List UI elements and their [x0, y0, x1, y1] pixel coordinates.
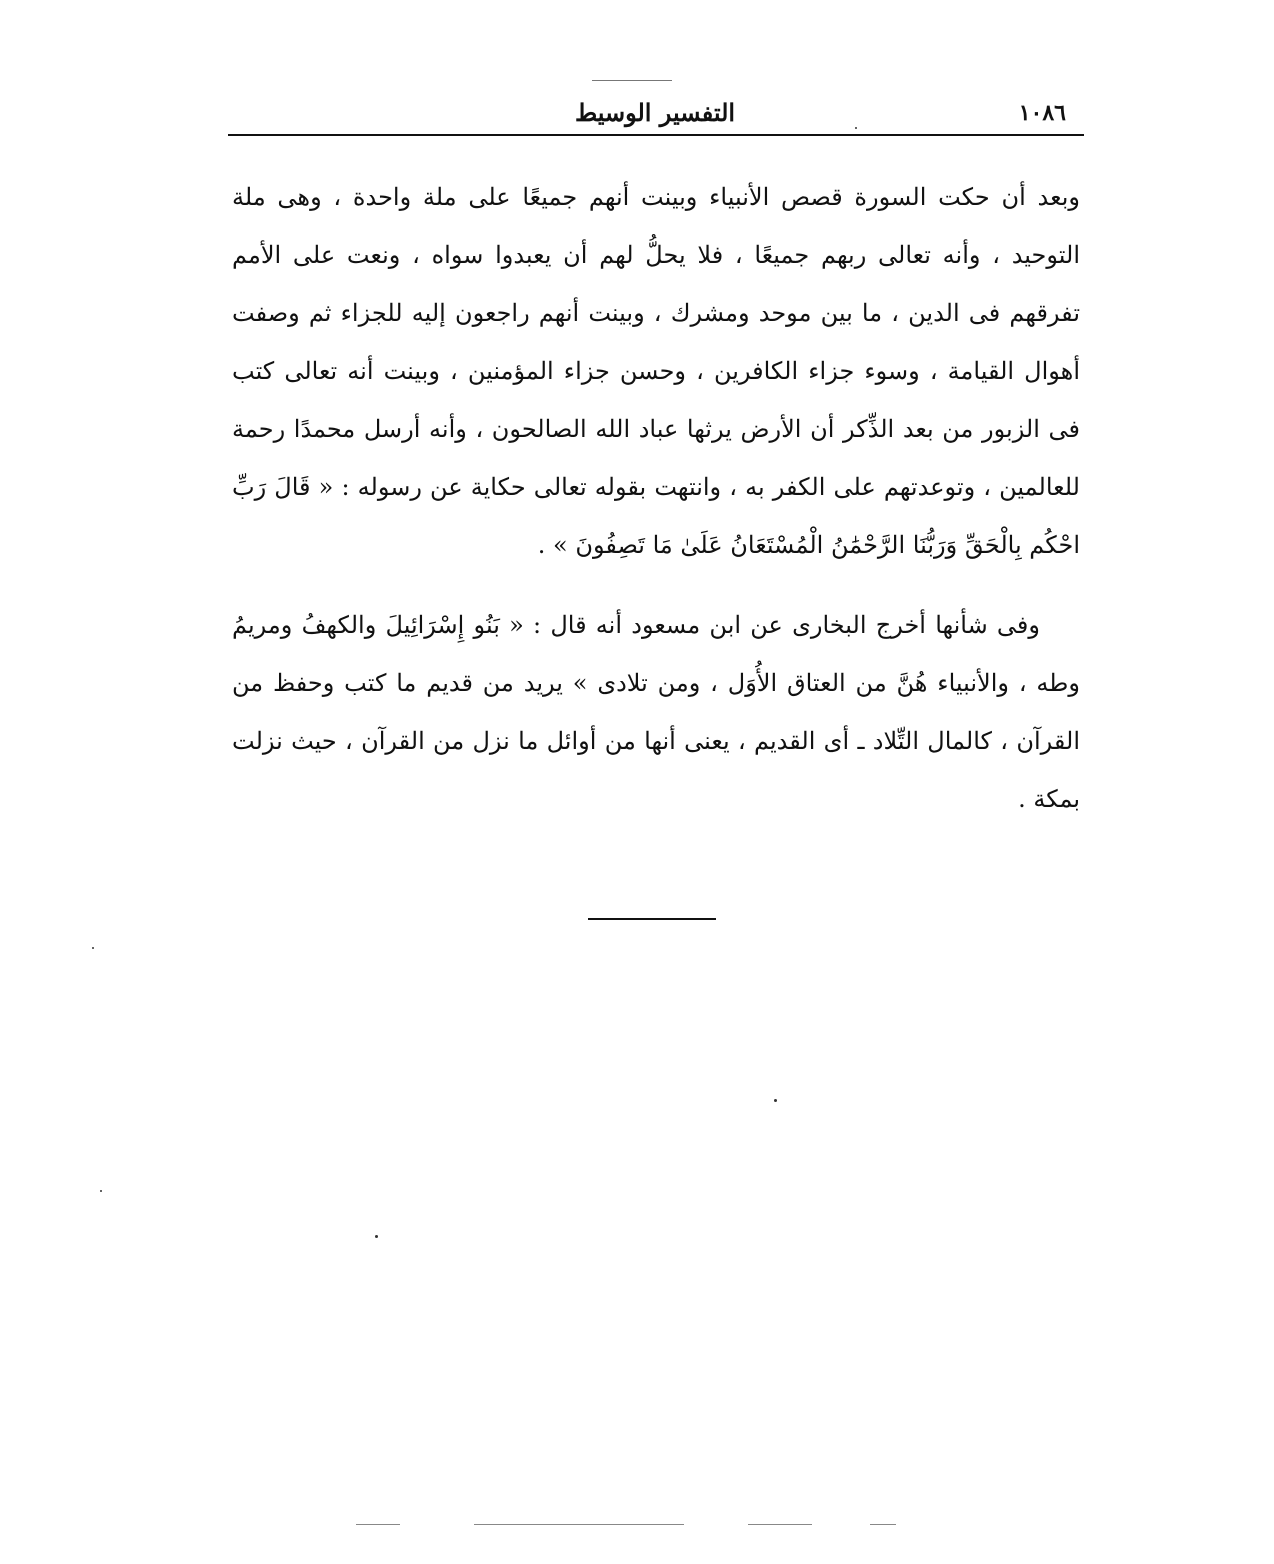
paragraph-2: [232, 596, 1080, 828]
scan-speck: [774, 1099, 777, 1102]
top-margin-mark: [592, 80, 672, 81]
paragraph-2-hadith-quote: « بَنُو إِسْرَائِيلَ والكهفُ ومريمُ وطه ، والأنبياء هُنَّ من العتاق الأُوَل ، ومن تلادى »: [232, 611, 1080, 697]
paragraph-2-text-after: يريد من قديم ما كتب وحفظ من القرآن ، كالمال التِّلاد ـ أى القديم ، يعنى أنها من أوائل ما نزل من القرآن ، حيث نزلت بمكة .: [232, 669, 1080, 813]
page-body: [232, 168, 1080, 828]
page-number: ١٠٨٦: [1018, 100, 1066, 126]
scan-speck: [855, 127, 857, 129]
header-rule: [228, 134, 1084, 136]
running-title: التفسير الوسيط: [574, 98, 736, 127]
scan-speck: [375, 1235, 378, 1238]
bottom-margin-mark: [870, 1524, 896, 1525]
scan-speck: [100, 1190, 102, 1192]
page-header: [228, 96, 1082, 132]
section-end-rule: [588, 918, 716, 920]
paragraph-1: [232, 168, 1080, 574]
paragraph-1-quran-quote: « قَالَ رَبِّ احْكُم بِالْحَقِّ وَرَبُّنَا الرَّحْمَٰنُ الْمُسْتَعَانُ عَلَىٰ مَا تَصِفُونَ » .: [232, 473, 1080, 559]
paragraph-1-text: وبعد أن حكت السورة قصص الأنبياء وبينت أنهم جميعًا على ملة واحدة ، وهى ملة التوحيد ، وأنه تعالى ربهم جميعًا ، فلا يحلُّ لهم أن يعبدوا سواه ، ونعت على الأمم تفرقهم فى الدين ، ما بين موحد ومشرك ، وبينت أنهم راجعون إليه للجزاء ثم وصفت أهوال القيامة ، وسوء جزاء الكافرين ، وحسن جزاء المؤمنين ، وبينت أنه تعالى كتب فى الزبور من بعد الذِّكر أن الأرض يرثها عباد الله الصالحون ، وأنه أرسل محمدًا رحمة للعالمين ، وتوعدتهم على الكفر به ، وانتهت بقوله تعالى حكاية عن رسوله :: [232, 183, 1081, 501]
bottom-margin-mark: [474, 1524, 684, 1525]
scan-speck: [92, 947, 94, 949]
paragraph-2-text: وفى شأنها أخرج البخارى عن ابن مسعود أنه قال :: [533, 611, 1040, 639]
bottom-margin-mark: [356, 1524, 400, 1525]
bottom-margin-mark: [748, 1524, 812, 1525]
